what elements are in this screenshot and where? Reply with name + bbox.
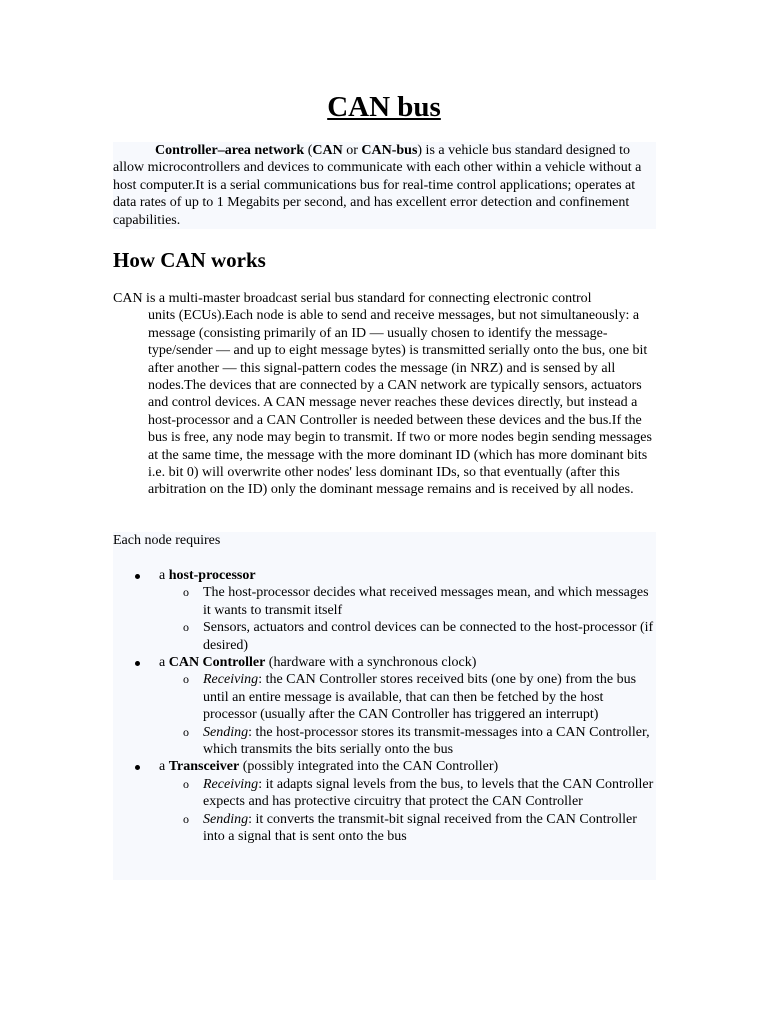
term-can: CAN <box>312 143 343 158</box>
sub-list-item: o Sending: the host-processor stores its transmit-messages into a CAN Controller, which transmits the bits serially onto the bus <box>183 724 650 758</box>
sub-list-item: o Sending: it converts the transmit-bit signal received from the CAN Controller into a signal that is sent onto the bus <box>183 811 637 845</box>
list-item: a CAN Controller (hardware with a synchronous clock) o Receiving: the CAN Controller stores received bits (one by one) from the bus until an entire message is available, that can then be fetched by the host processor (usually after the CAN Controller has triggered an interrupt) o Sending: the host-processor stores its transmit-messages into a CAN Controller, which transmits the bits serially onto the bus <box>113 654 656 758</box>
sub-list-item: o The host-processor decides what received messages mean, and which messages it wants to transmit itself <box>183 585 649 618</box>
sub-list <box>159 671 656 758</box>
circle-bullet-icon: o <box>183 585 189 600</box>
how-first-line: CAN is a multi-master broadcast serial bus standard for connecting electronic control <box>113 291 592 306</box>
item-term: Transceiver <box>168 759 240 775</box>
bullet-icon <box>135 661 140 666</box>
circle-bullet-icon: o <box>183 672 189 687</box>
sub-list-item: o Receiving: it adapts signal levels from the bus, to levels that the CAN Controller expects and has protective circuitry that protect the CAN Controller <box>183 776 654 810</box>
list-item: a Transceiver (possibly integrated into the CAN Controller) o Receiving: it adapts signal levels from the bus, to levels that the CAN Controller expects and has protective circuitry that protect the CAN Controller o Sending: it converts the transmit-bit signal received from the CAN Controller into a signal that is sent onto the bus <box>113 758 656 845</box>
requirements-list <box>113 567 656 846</box>
item-term: CAN Controller <box>168 655 266 671</box>
item-term: host-processor <box>168 568 256 583</box>
sub-list <box>159 584 656 654</box>
sub-list-item: o Sensors, actuators and control devices can be connected to the host-processor (if desired) <box>183 620 654 653</box>
intro-paragraph: Controller–area network (CAN or CAN-bus) is a vehicle bus standard designed to allow microcontrollers and devices to communicate with each other within a vehicle without a host computer.It is a serial communications bus for real-time control applications; operates at data rates of up to 1 Megabits per second, and has excellent error detection and confinement capabilities. <box>113 142 656 229</box>
circle-bullet-icon: o <box>183 811 189 826</box>
how-body: units (ECUs).Each node is able to send and receive messages, but not simultaneously: a message (consisting primarily of an ID — usually chosen to identify the message-type/sender — and up to eight message bytes) is transmitted serially onto the bus, one bit after another — this signal-pattern codes the message (in NRZ) and is sensed by all nodes.The devices that are connected by a CAN network are typically sensors, actuators and control devices. A CAN message never reaches these devices directly, but instead a host-processor and a CAN Controller is needed between these devices and the bus.If the bus is free, any node may begin to transmit. If two or more nodes begin sending messages at the same time, the message with the more dominant ID (which has more dominant bits i.e. bit 0) will overwrite other nodes' less dominant IDs, so that eventually (after this arbitration on the ID) only the dominant message remains and is received by all nodes. <box>148 308 652 498</box>
term-can-bus: CAN-bus <box>361 143 418 158</box>
list-item: a host-processor o The host-processor decides what received messages mean, and which messages it wants to transmit itself o Sensors, actuators and control devices can be connected to the host-processor (if desired) <box>113 567 656 654</box>
circle-bullet-icon: o <box>183 620 189 635</box>
bullet-icon <box>135 765 140 770</box>
sub-list <box>159 776 656 846</box>
how-paragraph <box>113 290 658 499</box>
page-title: CAN bus <box>327 91 441 123</box>
circle-bullet-icon: o <box>183 724 189 739</box>
requirements-label: Each node requires <box>113 533 221 548</box>
bullet-icon <box>135 574 140 579</box>
requirements-block <box>113 532 656 880</box>
circle-bullet-icon: o <box>183 776 189 791</box>
section-heading: How CAN works <box>113 248 266 272</box>
sub-list-item: o Receiving: the CAN Controller stores received bits (one by one) from the bus until an entire message is available, that can then be fetched by the host processor (usually after the CAN Controller has triggered an interrupt) <box>183 672 637 723</box>
term-controller-area-network: Controller–area network <box>155 143 305 158</box>
